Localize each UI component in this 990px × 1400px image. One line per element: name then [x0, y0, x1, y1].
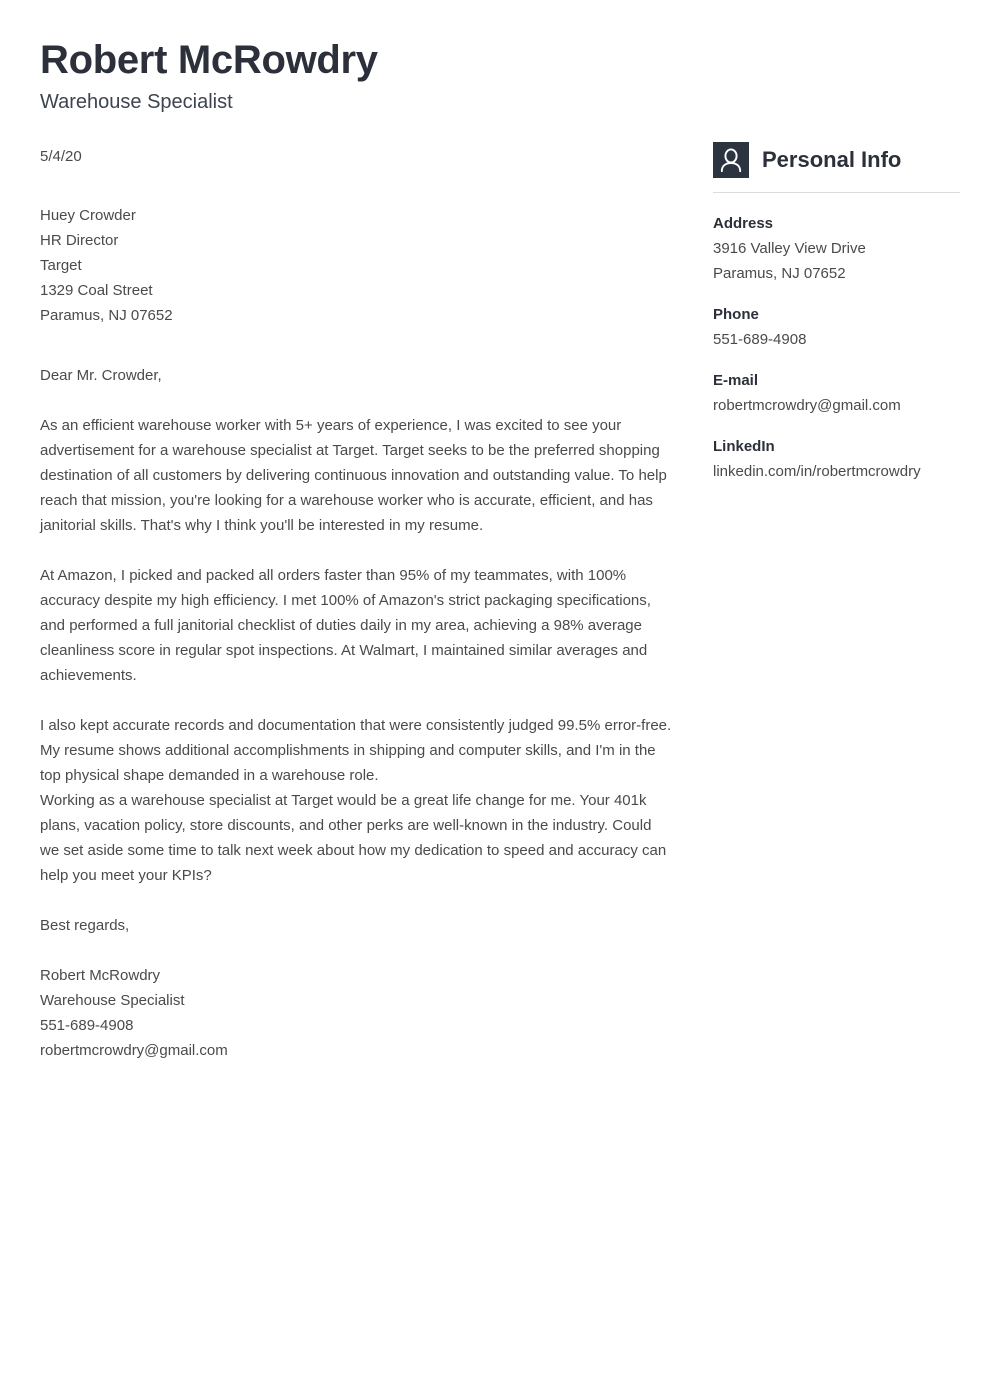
recipient-address-block [40, 203, 672, 328]
recipient-company: Target [40, 257, 82, 274]
personal-info-sidebar [713, 142, 960, 484]
info-group-phone [713, 303, 960, 352]
info-value-email[interactable]: robertmcrowdry@gmail.com [713, 397, 901, 414]
applicant-job-title: Warehouse Specialist [40, 91, 233, 113]
letter-column [40, 144, 672, 1063]
personal-info-header [713, 142, 960, 193]
body-paragraph-2: At Amazon, I picked and packed all orders faster than 95% of my teammates, with 100% accuracy despite my high efficiency. I met 100% of Amazon's strict packaging specifications, and performed a full janitorial checklist of duties daily in my area, achieving a 98% average cleanliness score in regular spot inspections. At Walmart, I maintained similar averages and achievements. [40, 567, 651, 684]
recipient-city-state-zip: Paramus, NJ 07652 [40, 307, 173, 324]
info-group-linkedin [713, 435, 960, 484]
recipient-role: HR Director [40, 232, 119, 249]
signature-phone: 551-689-4908 [40, 1017, 134, 1034]
info-label-phone: Phone [713, 306, 759, 323]
info-value-phone[interactable]: 551-689-4908 [713, 331, 807, 348]
info-label-address: Address [713, 215, 774, 232]
info-label-linkedin: LinkedIn [713, 438, 775, 455]
recipient-street: 1329 Coal Street [40, 282, 153, 299]
personal-info-heading: Personal Info [762, 147, 902, 172]
salutation: Dear Mr. Crowder, [40, 367, 162, 384]
person-icon [713, 142, 749, 178]
personal-info-list [713, 212, 960, 484]
info-value-linkedin[interactable]: linkedin.com/in/robertmcrowdry [713, 463, 921, 480]
applicant-name: Robert McRowdry [40, 38, 378, 82]
info-value-address-street: 3916 Valley View Drive [713, 240, 866, 257]
info-label-email: E-mail [713, 372, 759, 389]
body-paragraph-1: As an efficient warehouse worker with 5+ years of experience, I was excited to see your advertisement for a warehouse specialist at Target. Target seeks to be the preferred shopping destination of all customers by delivering continuous innovation and outstanding value. To help reach that mission, you're looking for a warehouse worker who is accurate, efficient, and has janitorial skills. That's why I think you'll be interested in my resume. [40, 417, 667, 534]
letter-header [40, 36, 680, 116]
letter-body [40, 363, 672, 888]
signature-name: Robert McRowdry [40, 967, 161, 984]
signoff: Best regards, [40, 917, 130, 934]
recipient-name: Huey Crowder [40, 207, 136, 224]
body-paragraph-3: I also kept accurate records and documentation that were consistently judged 99.5% error-free. My resume shows additional accomplishments in shipping and computer skills, and I'm in the top physical shape demanded in a warehouse role. [40, 717, 672, 784]
info-group-email [713, 369, 960, 418]
signature-job-title: Warehouse Specialist [40, 992, 185, 1009]
signature-block [40, 963, 672, 1063]
body-paragraph-4: Working as a warehouse specialist at Target would be a great life change for me. Your 401k plans, vacation policy, store discounts, and other perks are well-known in the industry. Could we set aside some time to talk next week about how my dedication to speed and accuracy can help you meet your KPIs? [40, 792, 667, 884]
signature-email: robertmcrowdry@gmail.com [40, 1042, 228, 1059]
letter-date: 5/4/20 [40, 148, 82, 165]
info-value-address-city: Paramus, NJ 07652 [713, 265, 846, 282]
info-group-address [713, 212, 960, 286]
